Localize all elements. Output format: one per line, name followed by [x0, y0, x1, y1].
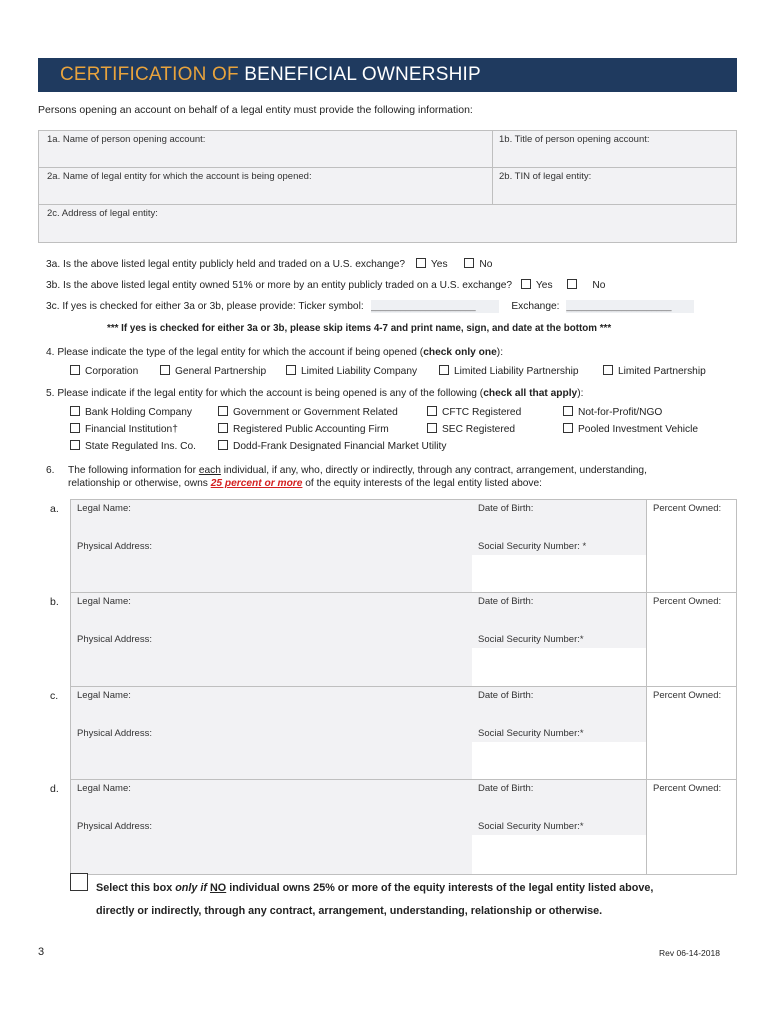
q3a-no-checkbox[interactable] — [464, 258, 474, 268]
percent-owned-field[interactable]: Percent Owned: — [647, 593, 736, 687]
question-5: 5. Please indicate if the legal entity for which the account is being opened is any of the following (check all that apply): — [46, 388, 584, 399]
physical-address-field[interactable]: Physical Address: — [71, 538, 473, 594]
checkbox-icon[interactable] — [427, 406, 437, 416]
legal-name-field[interactable]: Legal Name: — [71, 593, 473, 632]
checkbox-icon[interactable] — [563, 406, 573, 416]
ssn-blank — [472, 648, 647, 687]
checkbox-icon[interactable] — [70, 365, 80, 375]
q3b-yes-checkbox[interactable] — [521, 279, 531, 289]
percent-owned-field[interactable]: Percent Owned: — [647, 687, 736, 781]
field-2b[interactable]: 2b. TIN of legal entity: — [492, 167, 737, 205]
date-of-birth-field[interactable]: Date of Birth: — [472, 500, 647, 539]
individual-table — [70, 779, 737, 875]
q3b-no-checkbox[interactable] — [567, 279, 577, 289]
question-6-line2: relationship or otherwise, owns 25 percent or more of the equity interests of the legal entity listed above: — [68, 478, 542, 489]
no-owner-checkbox[interactable] — [70, 873, 88, 891]
ssn-field[interactable]: Social Security Number:* — [472, 631, 647, 649]
entity-type-option[interactable]: Limited Liability Partnership — [439, 365, 579, 377]
checkbox-icon[interactable] — [218, 406, 228, 416]
q3a-yes-checkbox[interactable] — [416, 258, 426, 268]
percent-owned-field[interactable]: Percent Owned: — [647, 780, 736, 874]
no-owner-text-line2: directly or indirectly, through any contract, arrangement, understanding, relationship or otherwise. — [96, 905, 603, 917]
legal-name-field[interactable]: Legal Name: — [71, 687, 473, 726]
physical-address-field[interactable]: Physical Address: — [71, 818, 473, 874]
intro-text: Persons opening an account on behalf of a legal entity must provide the following information: — [38, 104, 473, 116]
percent-owned-field[interactable]: Percent Owned: — [647, 500, 736, 594]
ssn-blank — [472, 835, 647, 874]
checkbox-icon[interactable] — [427, 423, 437, 433]
question-3a: 3a. Is the above listed legal entity publicly held and traded on a U.S. exchange? Yes No — [46, 259, 493, 270]
exchange-field[interactable]: _____________________ — [566, 300, 694, 313]
page-title: CERTIFICATION OF BENEFICIAL OWNERSHIP — [60, 64, 481, 85]
individual-table — [70, 592, 737, 688]
question-3c: 3c. If yes is checked for either 3a or 3b, please provide: Ticker symbol: _____________________ Exchange: _____________________ — [46, 300, 694, 313]
title-banner — [38, 58, 737, 92]
checkbox-icon[interactable] — [286, 365, 296, 375]
date-of-birth-field[interactable]: Date of Birth: — [472, 780, 647, 819]
individual-table — [70, 499, 737, 595]
checkbox-icon[interactable] — [563, 423, 573, 433]
physical-address-field[interactable]: Physical Address: — [71, 725, 473, 781]
entity-category-option[interactable]: Not-for-Profit/NGO — [563, 406, 662, 418]
individual-letter: b. — [50, 596, 59, 608]
no-owner-text-line1: Select this box only if NO individual owns 25% or more of the equity interests of the legal entity listed above, — [96, 882, 654, 894]
checkbox-icon[interactable] — [218, 440, 228, 450]
individual-letter: c. — [50, 690, 59, 702]
ssn-blank — [472, 555, 647, 594]
field-1a[interactable]: 1a. Name of person opening account: — [38, 130, 493, 168]
entity-category-option[interactable]: Financial Institution† — [70, 423, 178, 435]
checkbox-icon[interactable] — [603, 365, 613, 375]
entity-category-option[interactable]: CFTC Registered — [427, 406, 521, 418]
ssn-field[interactable]: Social Security Number: * — [472, 538, 647, 556]
field-2a[interactable]: 2a. Name of legal entity for which the account is being opened: — [38, 167, 493, 205]
question-6-line1: The following information for each individual, if any, who, directly or indirectly, through any contract, arrangement, understanding, — [68, 465, 647, 476]
revision-date: Rev 06-14-2018 — [659, 948, 720, 958]
question-3b: 3b. Is the above listed legal entity owned 51% or more by an entity publicly traded on a U.S. exchange? Yes No — [46, 280, 606, 291]
entity-category-option[interactable]: SEC Registered — [427, 423, 515, 435]
entity-category-option[interactable]: State Regulated Ins. Co. — [70, 440, 196, 452]
field-2c[interactable]: 2c. Address of legal entity: — [38, 204, 737, 243]
entity-category-option[interactable]: Pooled Investment Vehicle — [563, 423, 698, 435]
checkbox-icon[interactable] — [70, 423, 80, 433]
skip-note: *** If yes is checked for either 3a or 3b, please skip items 4-7 and print name, sign, and date at the bottom *** — [107, 323, 612, 334]
individual-letter: d. — [50, 783, 59, 795]
entity-type-option[interactable]: General Partnership — [160, 365, 266, 377]
date-of-birth-field[interactable]: Date of Birth: — [472, 687, 647, 726]
physical-address-field[interactable]: Physical Address: — [71, 631, 473, 687]
field-1b[interactable]: 1b. Title of person opening account: — [492, 130, 737, 168]
ssn-blank — [472, 742, 647, 781]
individual-table — [70, 686, 737, 782]
legal-name-field[interactable]: Legal Name: — [71, 500, 473, 539]
checkbox-icon[interactable] — [70, 440, 80, 450]
entity-type-option[interactable]: Limited Partnership — [603, 365, 706, 377]
individual-letter: a. — [50, 503, 59, 515]
ssn-field[interactable]: Social Security Number:* — [472, 725, 647, 743]
checkbox-icon[interactable] — [70, 406, 80, 416]
entity-category-option[interactable]: Registered Public Accounting Firm — [218, 423, 389, 435]
entity-category-option[interactable]: Government or Government Related — [218, 406, 398, 418]
checkbox-icon[interactable] — [439, 365, 449, 375]
legal-name-field[interactable]: Legal Name: — [71, 780, 473, 819]
entity-type-option[interactable]: Limited Liability Company — [286, 365, 417, 377]
question-4: 4. Please indicate the type of the legal entity for which the account if being opened (check only one): — [46, 347, 504, 358]
checkbox-icon[interactable] — [160, 365, 170, 375]
question-6-number: 6. — [46, 465, 55, 476]
ticker-symbol-field[interactable]: _____________________ — [371, 300, 499, 313]
page-number: 3 — [38, 946, 45, 958]
date-of-birth-field[interactable]: Date of Birth: — [472, 593, 647, 632]
checkbox-icon[interactable] — [218, 423, 228, 433]
ssn-field[interactable]: Social Security Number:* — [472, 818, 647, 836]
entity-category-option[interactable]: Bank Holding Company — [70, 406, 192, 418]
entity-type-option[interactable]: Corporation — [70, 365, 138, 377]
entity-category-option[interactable]: Dodd-Frank Designated Financial Market Utility — [218, 440, 446, 452]
